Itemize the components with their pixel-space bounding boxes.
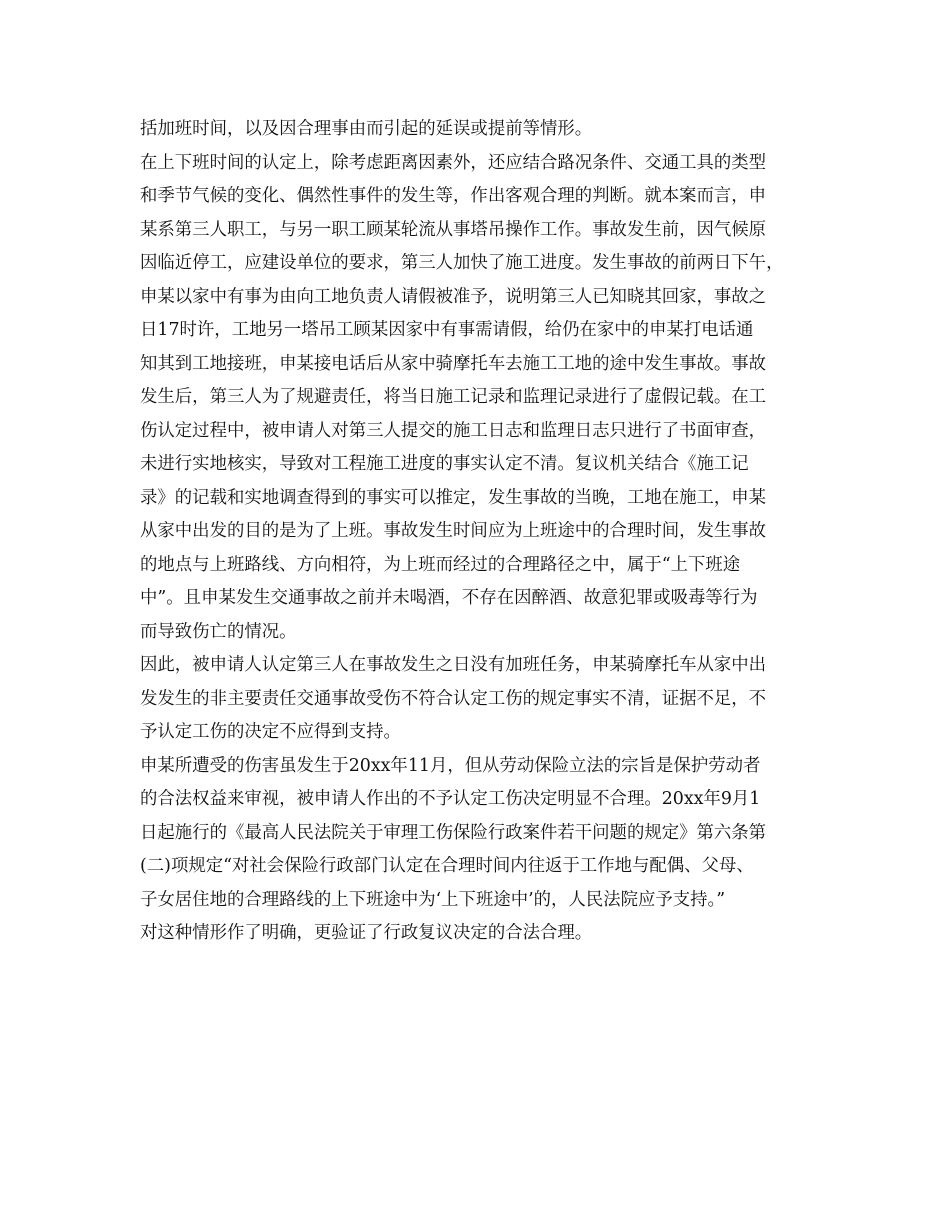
text-line: 日17时许，工地另一塔吊工顾某因家中有事需请假，给仍在家中的申某打电话通 (140, 320, 754, 340)
text-line: (二)项规定“对社会保险行政部门认定在合理时间内往返于工作地与配偶、父母、 (140, 856, 754, 876)
text-line: 的地点与上班路线、方向相符，为上班而经过的合理路径之中，属于“上下班途 (140, 554, 741, 575)
text-line: 日起施行的《最高人民法院关于审理工伤保险行政案件若干问题的规定》第六条第 (140, 822, 767, 843)
text-line: 发生后，第三人为了规避责任，将当日施工记录和监理记录进行了虚假记载。在工 (140, 387, 767, 407)
text-line: 从家中出发的目的是为了上班。事故发生时间应为上班途中的合理时间，发生事故 (140, 521, 767, 541)
text-line: 在上下班时间的认定上，除考虑距离因素外，还应结合路况条件、交通工具的类型 (140, 152, 767, 173)
text-line: 因临近停工，应建设单位的要求，第三人加快了施工进度。发生事故的前两日下午， (140, 253, 784, 273)
text-line: 的合法权益来审视，被申请人作出的不予认定工伤决定明显不合理。20xx年9月1 (140, 789, 761, 809)
text-line: 某系第三人职工，与另一职工顾某轮流从事塔吊操作工作。事故发生前，因气候原 (140, 219, 767, 240)
text-line: 发发生的非主要责任交通事故受伤不符合认定工伤的规定事实不清，证据不足，不 (140, 688, 767, 709)
text-line: 申某以家中有事为由向工地负责人请假被准予，说明第三人已知晓其回家，事故之 (140, 286, 767, 307)
text-line: 未进行实地核实，导致对工程施工进度的事实认定不清。复议机关结合《施工记 (140, 454, 749, 474)
text-line: 对这种情形作了明确，更验证了行政复议决定的合法合理。 (140, 923, 593, 943)
text-line: 录》的记载和实地调查得到的事实可以推定，发生事故的当晚，工地在施工，申某 (140, 487, 767, 508)
text-line: 中”。且申某发生交通事故之前并未喝酒，不存在因醉酒、故意犯罪或吸毒等行为 (140, 588, 758, 608)
text-line: 子女居住地的合理路线的上下班途中为‘上下班途中’的，人民法院应予支持。” (140, 889, 726, 910)
text-line: 括加班时间，以及因合理事由而引起的延误或提前等情形。 (140, 119, 593, 139)
text-line: 和季节气候的变化、偶然性事件的发生等，作出客观合理的判断。就本案而言，申 (140, 186, 767, 206)
text-line: 予认定工伤的决定不应得到支持。 (140, 722, 401, 742)
document-body (140, 113, 840, 951)
text-line: 申某所遭受的伤害虽发生于20xx年11月，但从劳动保险立法的宗旨是保护劳动者 (140, 755, 761, 776)
text-line: 伤认定过程中，被申请人对第三人提交的施工日志和监理日志只进行了书面审查， (140, 420, 767, 441)
text-line: 因此，被申请人认定第三人在事故发生之日没有加班任务，申某骑摩托车从家中出 (140, 655, 767, 675)
text-line: 而导致伤亡的情况。 (140, 621, 297, 642)
text-line: 知其到工地接班，申某接电话后从家中骑摩托车去施工工地的途中发生事故。事故 (140, 353, 767, 374)
